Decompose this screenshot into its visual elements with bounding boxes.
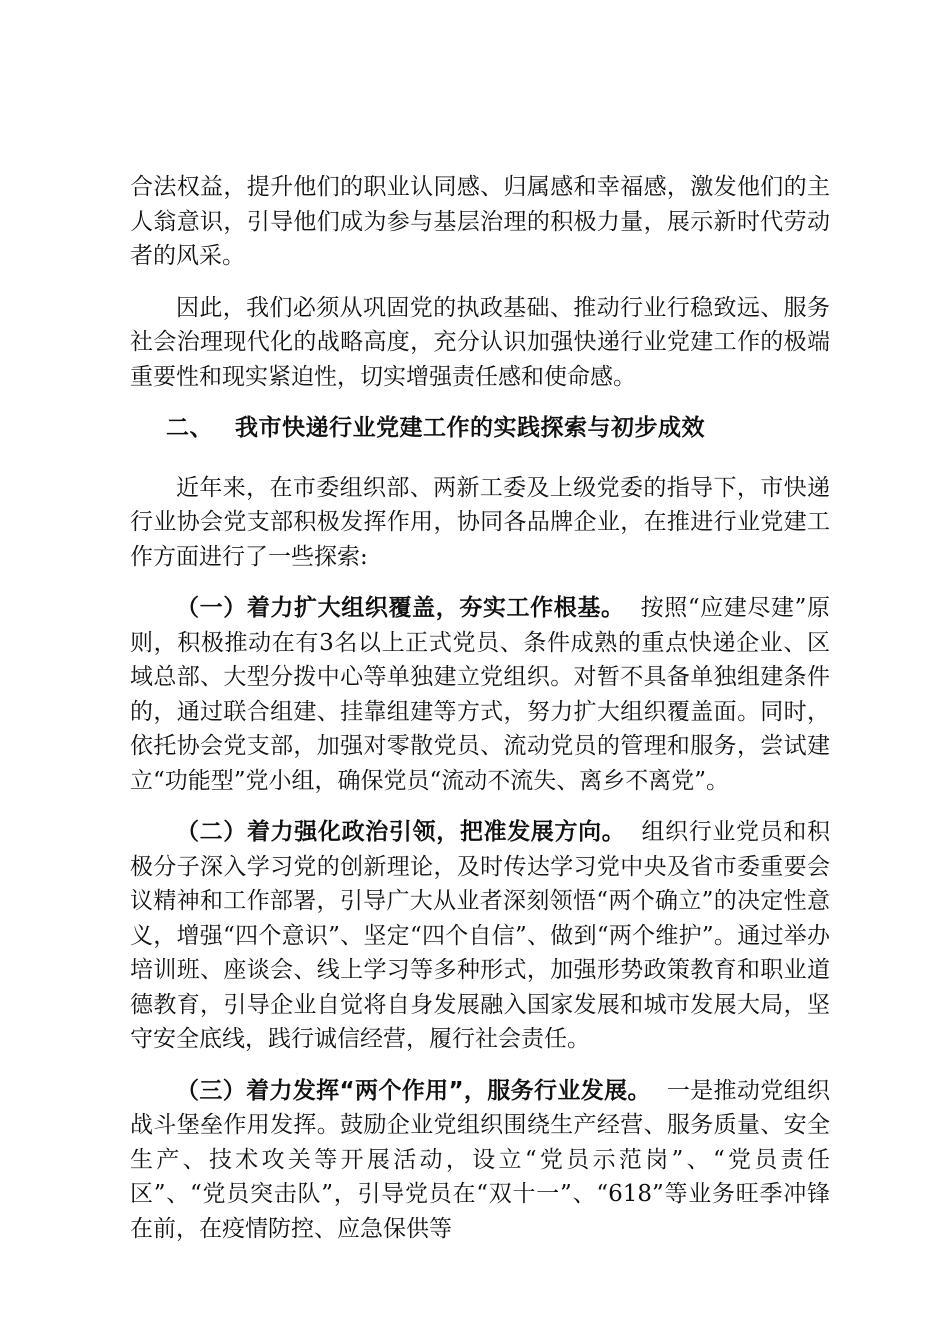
item-1-lead: （一）着力扩大组织覆盖，夯实工作根基。 (176, 595, 625, 621)
paragraph-recent-years: 近年来，在市委组织部、两新工委及上级党委的指导下，市快递行业协会党支部积极发挥作用，协同各品牌企业，在推进行业党建工作方面进行了一些探索: (130, 474, 830, 570)
paragraph-item-1 (130, 591, 830, 798)
item-3-lead: （三）着力发挥“两个作用”，服务行业发展。 (176, 1077, 651, 1104)
paragraph-item-3 (130, 1074, 830, 1247)
document-body (130, 170, 830, 1263)
paragraph-therefore: 因此，我们必须从巩固党的执政基础、推动行业行稳致远、服务社会治理现代化的战略高度，充分认识加强快递行业党建工作的极端重要性和现实紧迫性，切实增强责任感和使命感。 (130, 294, 830, 390)
paragraph-intro-continued: 合法权益，提升他们的职业认同感、归属感和幸福感，激发他们的主人翁意识，引导他们成为参与基层治理的积极力量，展示新时代劳动者的风采。 (130, 174, 830, 269)
paragraph-item-2 (130, 815, 830, 1057)
item-1-body: 按照“应建尽建”原则，积极推动在有3名以上正式党员、条件成熟的重点快递企业、区域总部、大型分拨中心等单独建立党组织。对暂不具备单独组建条件的，通过联合组建、挂靠组建等方式，努力扩大组织覆盖面。同时，依托协会党支部，加强对零散党员、流动党员的管理和服务，尝试建立“功能型”党小组，确保党员“流动不流失、离乡不离党”。 (130, 595, 830, 794)
section-title: 我市快递行业党建工作的实践探索与初步成效 (235, 415, 705, 441)
item-3-body: 一是推动党组织战斗堡垒作用发挥。鼓励企业党组织围绕生产经营、服务质量、安全生产、技术攻关等开展活动，设立“党员示范岗”、“党员责任区”、“党员突击队”，引导党员在“双十一”、“618”等业务旺季冲锋在前，在疫情防控、应急保供等 (130, 1077, 830, 1242)
item-2-body: 组织行业党员和积极分子深入学习党的创新理论，及时传达学习党中央及省市委重要会议精神和工作部署，引导广大从业者深刻领悟“两个确立”的决定性意义，增强“四个意识”、坚定“四个自信”、做到“两个维护”。通过举办培训班、座谈会、线上学习等多种形式，加强形势政策教育和职业道德教育，引导企业自觉将自身发展融入国家发展和城市发展大局，坚守安全底线，践行诚信经营，履行社会责任。 (130, 819, 831, 1052)
section-number: 二、 (166, 415, 213, 441)
section-heading (130, 411, 830, 446)
item-2-lead: （二）着力强化政治引领，把准发展方向。 (176, 819, 626, 845)
